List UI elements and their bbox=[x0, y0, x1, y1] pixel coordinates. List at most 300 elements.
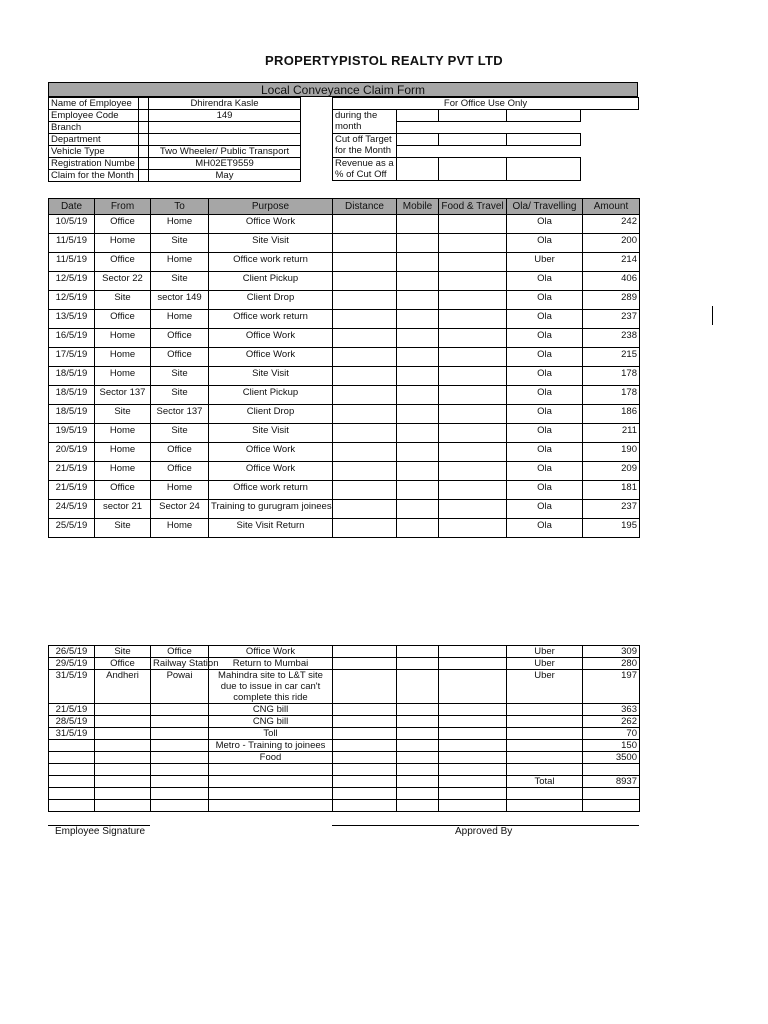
from-cell bbox=[95, 788, 151, 800]
employee-field-label: Claim for the Month bbox=[49, 170, 139, 182]
travel-mode-cell: Uber bbox=[507, 253, 583, 272]
mobile-cell bbox=[397, 253, 439, 272]
purpose-cell: Office Work bbox=[209, 215, 333, 234]
distance-cell bbox=[333, 367, 397, 386]
food-travel-cell bbox=[439, 752, 507, 764]
mobile-cell bbox=[397, 728, 439, 740]
table-row bbox=[49, 215, 640, 234]
purpose-cell: Office Work bbox=[209, 462, 333, 481]
distance-cell bbox=[333, 215, 397, 234]
cutoff-target-label: Cut off Target for the Month bbox=[333, 134, 397, 158]
employee-info-row bbox=[49, 146, 301, 158]
to-cell: Home bbox=[151, 215, 209, 234]
distance-cell bbox=[333, 752, 397, 764]
food-travel-cell bbox=[439, 443, 507, 462]
mobile-cell bbox=[397, 291, 439, 310]
food-travel-cell bbox=[439, 670, 507, 704]
revenue-label: Revenue as a % of Cut Off bbox=[333, 158, 397, 181]
distance-cell bbox=[333, 728, 397, 740]
from-cell bbox=[95, 716, 151, 728]
date-cell: 18/5/19 bbox=[49, 405, 95, 424]
to-cell: Office bbox=[151, 329, 209, 348]
date-cell: 12/5/19 bbox=[49, 272, 95, 291]
from-cell: Home bbox=[95, 234, 151, 253]
mobile-cell bbox=[397, 329, 439, 348]
purpose-cell bbox=[209, 800, 333, 812]
distance-cell bbox=[333, 740, 397, 752]
to-cell: Powai bbox=[151, 670, 209, 704]
column-header: Date bbox=[49, 199, 95, 215]
food-travel-cell bbox=[439, 776, 507, 788]
date-cell bbox=[49, 740, 95, 752]
distance-cell bbox=[333, 405, 397, 424]
mobile-cell bbox=[397, 443, 439, 462]
employee-field-value: May bbox=[149, 170, 301, 182]
travel-mode-cell: Ola bbox=[507, 367, 583, 386]
mobile-cell bbox=[397, 500, 439, 519]
amount-cell: 363 bbox=[583, 704, 640, 716]
to-cell: Sector 137 bbox=[151, 405, 209, 424]
distance-cell bbox=[333, 500, 397, 519]
amount-cell: 262 bbox=[583, 716, 640, 728]
food-travel-cell bbox=[439, 728, 507, 740]
travel-mode-cell: Ola bbox=[507, 481, 583, 500]
table-row bbox=[49, 481, 640, 500]
food-travel-cell bbox=[439, 764, 507, 776]
table-row bbox=[49, 348, 640, 367]
to-cell: Site bbox=[151, 234, 209, 253]
employee-info-row bbox=[49, 98, 301, 110]
travel-mode-cell bbox=[507, 716, 583, 728]
from-cell: Home bbox=[95, 348, 151, 367]
table-row bbox=[49, 800, 640, 812]
spacer-cell bbox=[139, 122, 149, 134]
date-cell: 21/5/19 bbox=[49, 462, 95, 481]
purpose-cell: Office Work bbox=[209, 646, 333, 658]
mobile-cell bbox=[397, 800, 439, 812]
to-cell bbox=[151, 800, 209, 812]
travel-mode-cell: Ola bbox=[507, 443, 583, 462]
mobile-cell bbox=[397, 788, 439, 800]
travel-mode-cell: Ola bbox=[507, 234, 583, 253]
from-cell bbox=[95, 728, 151, 740]
from-cell bbox=[95, 704, 151, 716]
date-cell: 21/5/19 bbox=[49, 481, 95, 500]
purpose-cell: Client Pickup bbox=[209, 386, 333, 405]
form-title: Local Conveyance Claim Form bbox=[48, 82, 638, 97]
travel-mode-cell: Ola bbox=[507, 215, 583, 234]
amount-cell: 8937 bbox=[583, 776, 640, 788]
to-cell bbox=[151, 704, 209, 716]
from-cell: Andheri bbox=[95, 670, 151, 704]
food-travel-cell bbox=[439, 310, 507, 329]
from-cell: Site bbox=[95, 519, 151, 538]
spacer-cell bbox=[139, 134, 149, 146]
column-header: To bbox=[151, 199, 209, 215]
table-row bbox=[49, 776, 640, 788]
food-travel-cell bbox=[439, 348, 507, 367]
table-row bbox=[49, 519, 640, 538]
expense-table bbox=[48, 198, 640, 538]
food-travel-cell bbox=[439, 234, 507, 253]
amount-cell bbox=[583, 800, 640, 812]
table-row bbox=[49, 291, 640, 310]
food-travel-cell bbox=[439, 329, 507, 348]
date-cell: 17/5/19 bbox=[49, 348, 95, 367]
mobile-cell bbox=[397, 752, 439, 764]
date-cell bbox=[49, 752, 95, 764]
amount-cell: 190 bbox=[583, 443, 640, 462]
to-cell bbox=[151, 788, 209, 800]
food-travel-cell bbox=[439, 788, 507, 800]
food-travel-cell bbox=[439, 481, 507, 500]
date-cell: 25/5/19 bbox=[49, 519, 95, 538]
distance-cell bbox=[333, 800, 397, 812]
amount-cell: 181 bbox=[583, 481, 640, 500]
travel-mode-cell: Ola bbox=[507, 405, 583, 424]
date-cell: 11/5/19 bbox=[49, 234, 95, 253]
employee-info-row bbox=[49, 134, 301, 146]
from-cell: Home bbox=[95, 367, 151, 386]
to-cell: Office bbox=[151, 646, 209, 658]
purpose-cell: Office Work bbox=[209, 329, 333, 348]
to-cell bbox=[151, 716, 209, 728]
date-cell: 11/5/19 bbox=[49, 253, 95, 272]
table-row bbox=[49, 443, 640, 462]
travel-mode-cell: Total bbox=[507, 776, 583, 788]
mobile-cell bbox=[397, 646, 439, 658]
from-cell bbox=[95, 752, 151, 764]
travel-mode-cell: Ola bbox=[507, 291, 583, 310]
travel-mode-cell bbox=[507, 752, 583, 764]
distance-cell bbox=[333, 424, 397, 443]
mobile-cell bbox=[397, 215, 439, 234]
date-cell: 19/5/19 bbox=[49, 424, 95, 443]
purpose-cell: Office work return bbox=[209, 310, 333, 329]
distance-cell bbox=[333, 481, 397, 500]
table-row bbox=[49, 728, 640, 740]
employee-info-row bbox=[49, 122, 301, 134]
distance-cell bbox=[333, 670, 397, 704]
distance-cell bbox=[333, 310, 397, 329]
mobile-cell bbox=[397, 740, 439, 752]
from-cell: sector 21 bbox=[95, 500, 151, 519]
to-cell: sector 149 bbox=[151, 291, 209, 310]
employee-field-value: Dhirendra Kasle bbox=[149, 98, 301, 110]
amount-cell bbox=[583, 764, 640, 776]
text-cursor bbox=[712, 306, 713, 325]
to-cell bbox=[151, 740, 209, 752]
employee-field-label: Branch bbox=[49, 122, 139, 134]
purpose-cell: Client Drop bbox=[209, 291, 333, 310]
to-cell: Office bbox=[151, 348, 209, 367]
from-cell: Office bbox=[95, 658, 151, 670]
table-row bbox=[49, 646, 640, 658]
distance-cell bbox=[333, 519, 397, 538]
travel-mode-cell: Ola bbox=[507, 519, 583, 538]
amount-cell: 214 bbox=[583, 253, 640, 272]
table-row bbox=[49, 329, 640, 348]
to-cell: Office bbox=[151, 462, 209, 481]
column-header: From bbox=[95, 199, 151, 215]
date-cell bbox=[49, 800, 95, 812]
from-cell: Office bbox=[95, 481, 151, 500]
employee-field-label: Registration Numbe bbox=[49, 158, 139, 170]
distance-cell bbox=[333, 764, 397, 776]
travel-mode-cell bbox=[507, 800, 583, 812]
food-travel-cell bbox=[439, 658, 507, 670]
mobile-cell bbox=[397, 386, 439, 405]
employee-signature-label: Employee Signature bbox=[55, 826, 146, 837]
food-travel-cell bbox=[439, 704, 507, 716]
purpose-cell: Return to Mumbai bbox=[209, 658, 333, 670]
from-cell: Sector 137 bbox=[95, 386, 151, 405]
amount-cell: 197 bbox=[583, 670, 640, 704]
table-row bbox=[49, 704, 640, 716]
travel-mode-cell: Ola bbox=[507, 500, 583, 519]
date-cell: 18/5/19 bbox=[49, 386, 95, 405]
to-cell bbox=[151, 776, 209, 788]
table-row bbox=[49, 462, 640, 481]
table-row bbox=[49, 386, 640, 405]
table-row bbox=[49, 424, 640, 443]
purpose-cell bbox=[209, 788, 333, 800]
table-row bbox=[49, 272, 640, 291]
table-row bbox=[49, 500, 640, 519]
travel-mode-cell: Uber bbox=[507, 646, 583, 658]
amount-cell: 209 bbox=[583, 462, 640, 481]
purpose-cell: Mahindra site to L&T site due to issue in car can't complete this ride bbox=[209, 670, 333, 704]
amount-cell: 70 bbox=[583, 728, 640, 740]
table-row bbox=[49, 405, 640, 424]
food-travel-cell bbox=[439, 405, 507, 424]
from-cell: Site bbox=[95, 291, 151, 310]
spacer-cell bbox=[139, 158, 149, 170]
purpose-cell: Metro - Training to joinees bbox=[209, 740, 333, 752]
from-cell: Home bbox=[95, 424, 151, 443]
purpose-cell: Site Visit bbox=[209, 424, 333, 443]
mobile-cell bbox=[397, 234, 439, 253]
purpose-cell bbox=[209, 764, 333, 776]
office-use-header: For Office Use Only bbox=[333, 98, 639, 110]
distance-cell bbox=[333, 443, 397, 462]
mobile-cell bbox=[397, 424, 439, 443]
employee-info-row bbox=[49, 170, 301, 182]
from-cell bbox=[95, 764, 151, 776]
travel-mode-cell: Ola bbox=[507, 272, 583, 291]
table-row bbox=[49, 234, 640, 253]
amount-cell: 200 bbox=[583, 234, 640, 253]
amount-cell: 150 bbox=[583, 740, 640, 752]
employee-field-value bbox=[149, 134, 301, 146]
food-travel-cell bbox=[439, 215, 507, 234]
amount-cell: 3500 bbox=[583, 752, 640, 764]
date-cell bbox=[49, 764, 95, 776]
employee-field-label: Employee Code bbox=[49, 110, 139, 122]
purpose-cell: Office Work bbox=[209, 443, 333, 462]
amount-cell: 195 bbox=[583, 519, 640, 538]
expense-table-continued bbox=[48, 645, 640, 812]
date-cell: 29/5/19 bbox=[49, 658, 95, 670]
spacer-cell bbox=[139, 98, 149, 110]
distance-cell bbox=[333, 253, 397, 272]
travel-mode-cell: Ola bbox=[507, 348, 583, 367]
from-cell: Home bbox=[95, 329, 151, 348]
food-travel-cell bbox=[439, 519, 507, 538]
purpose-cell: Office work return bbox=[209, 253, 333, 272]
table-row bbox=[49, 310, 640, 329]
date-cell: 24/5/19 bbox=[49, 500, 95, 519]
purpose-cell: Client Drop bbox=[209, 405, 333, 424]
mobile-cell bbox=[397, 367, 439, 386]
to-cell bbox=[151, 764, 209, 776]
to-cell: Home bbox=[151, 253, 209, 272]
column-header: Food & Travel bbox=[439, 199, 507, 215]
mobile-cell bbox=[397, 764, 439, 776]
date-cell: 21/5/19 bbox=[49, 704, 95, 716]
mobile-cell bbox=[397, 405, 439, 424]
to-cell: Site bbox=[151, 386, 209, 405]
table-row bbox=[49, 752, 640, 764]
table-row bbox=[49, 788, 640, 800]
from-cell: Site bbox=[95, 405, 151, 424]
food-travel-cell bbox=[439, 253, 507, 272]
column-header: Mobile bbox=[397, 199, 439, 215]
date-cell: 31/5/19 bbox=[49, 670, 95, 704]
date-cell: 20/5/19 bbox=[49, 443, 95, 462]
company-name: PROPERTYPISTOL REALTY PVT LTD bbox=[265, 53, 503, 68]
amount-cell: 242 bbox=[583, 215, 640, 234]
food-travel-cell bbox=[439, 386, 507, 405]
distance-cell bbox=[333, 704, 397, 716]
purpose-cell: Training to gurugram joinees bbox=[209, 500, 333, 519]
amount-cell: 178 bbox=[583, 367, 640, 386]
purpose-cell: Client Pickup bbox=[209, 272, 333, 291]
amount-cell: 289 bbox=[583, 291, 640, 310]
to-cell: Sector 24 bbox=[151, 500, 209, 519]
distance-cell bbox=[333, 658, 397, 670]
date-cell: 10/5/19 bbox=[49, 215, 95, 234]
food-travel-cell bbox=[439, 291, 507, 310]
table-row bbox=[49, 740, 640, 752]
from-cell bbox=[95, 800, 151, 812]
amount-cell: 238 bbox=[583, 329, 640, 348]
table-row bbox=[49, 716, 640, 728]
amount-cell: 178 bbox=[583, 386, 640, 405]
employee-info-row bbox=[49, 110, 301, 122]
purpose-cell: Office work return bbox=[209, 481, 333, 500]
to-cell bbox=[151, 752, 209, 764]
travel-mode-cell: Ola bbox=[507, 329, 583, 348]
amount-cell: 280 bbox=[583, 658, 640, 670]
amount-cell: 406 bbox=[583, 272, 640, 291]
to-cell bbox=[151, 728, 209, 740]
purpose-cell: Food bbox=[209, 752, 333, 764]
purpose-cell: CNG bill bbox=[209, 704, 333, 716]
mobile-cell bbox=[397, 462, 439, 481]
table-row bbox=[49, 658, 640, 670]
travel-mode-cell: Uber bbox=[507, 670, 583, 704]
amount-cell: 186 bbox=[583, 405, 640, 424]
purpose-cell: Toll bbox=[209, 728, 333, 740]
mobile-cell bbox=[397, 348, 439, 367]
column-header: Distance bbox=[333, 199, 397, 215]
distance-cell bbox=[333, 329, 397, 348]
from-cell bbox=[95, 740, 151, 752]
date-cell bbox=[49, 788, 95, 800]
from-cell: Office bbox=[95, 215, 151, 234]
table-row bbox=[49, 670, 640, 704]
mobile-cell bbox=[397, 519, 439, 538]
travel-mode-cell bbox=[507, 728, 583, 740]
employee-field-label: Department bbox=[49, 134, 139, 146]
date-cell: 12/5/19 bbox=[49, 291, 95, 310]
distance-cell bbox=[333, 348, 397, 367]
date-cell: 31/5/19 bbox=[49, 728, 95, 740]
distance-cell bbox=[333, 234, 397, 253]
spacer-cell bbox=[139, 110, 149, 122]
column-header: Ola/ Travelling bbox=[507, 199, 583, 215]
to-cell: Home bbox=[151, 519, 209, 538]
distance-cell bbox=[333, 716, 397, 728]
mobile-cell bbox=[397, 272, 439, 291]
amount-cell: 215 bbox=[583, 348, 640, 367]
distance-cell bbox=[333, 646, 397, 658]
table-row bbox=[49, 367, 640, 386]
spacer-cell bbox=[139, 170, 149, 182]
mobile-cell bbox=[397, 670, 439, 704]
food-travel-cell bbox=[439, 800, 507, 812]
employee-field-label: Name of Employee bbox=[49, 98, 139, 110]
office-use-table bbox=[332, 97, 639, 181]
travel-mode-cell bbox=[507, 764, 583, 776]
from-cell: Home bbox=[95, 462, 151, 481]
distance-cell bbox=[333, 788, 397, 800]
distance-cell bbox=[333, 776, 397, 788]
travel-mode-cell: Ola bbox=[507, 462, 583, 481]
mobile-cell bbox=[397, 481, 439, 500]
to-cell: Home bbox=[151, 310, 209, 329]
date-cell bbox=[49, 776, 95, 788]
food-travel-cell bbox=[439, 500, 507, 519]
employee-field-value bbox=[149, 122, 301, 134]
purpose-cell: CNG bill bbox=[209, 716, 333, 728]
mobile-cell bbox=[397, 658, 439, 670]
to-cell: Office bbox=[151, 443, 209, 462]
to-cell: Site bbox=[151, 272, 209, 291]
table-row bbox=[49, 253, 640, 272]
from-cell: Site bbox=[95, 646, 151, 658]
mobile-cell bbox=[397, 716, 439, 728]
amount-cell: 237 bbox=[583, 310, 640, 329]
employee-field-value: Two Wheeler/ Public Transport bbox=[149, 146, 301, 158]
mobile-cell bbox=[397, 310, 439, 329]
from-cell bbox=[95, 776, 151, 788]
travel-mode-cell: Ola bbox=[507, 386, 583, 405]
column-header: Amount bbox=[583, 199, 640, 215]
employee-info-row bbox=[49, 158, 301, 170]
travel-mode-cell: Ola bbox=[507, 310, 583, 329]
approved-by-label: Approved By bbox=[455, 826, 513, 837]
employee-field-label: Vehicle Type bbox=[49, 146, 139, 158]
from-cell: Home bbox=[95, 443, 151, 462]
mobile-cell bbox=[397, 704, 439, 716]
date-cell: 16/5/19 bbox=[49, 329, 95, 348]
food-travel-cell bbox=[439, 716, 507, 728]
purpose-cell bbox=[209, 776, 333, 788]
to-cell: Railway Station bbox=[151, 658, 209, 670]
amount-cell: 309 bbox=[583, 646, 640, 658]
